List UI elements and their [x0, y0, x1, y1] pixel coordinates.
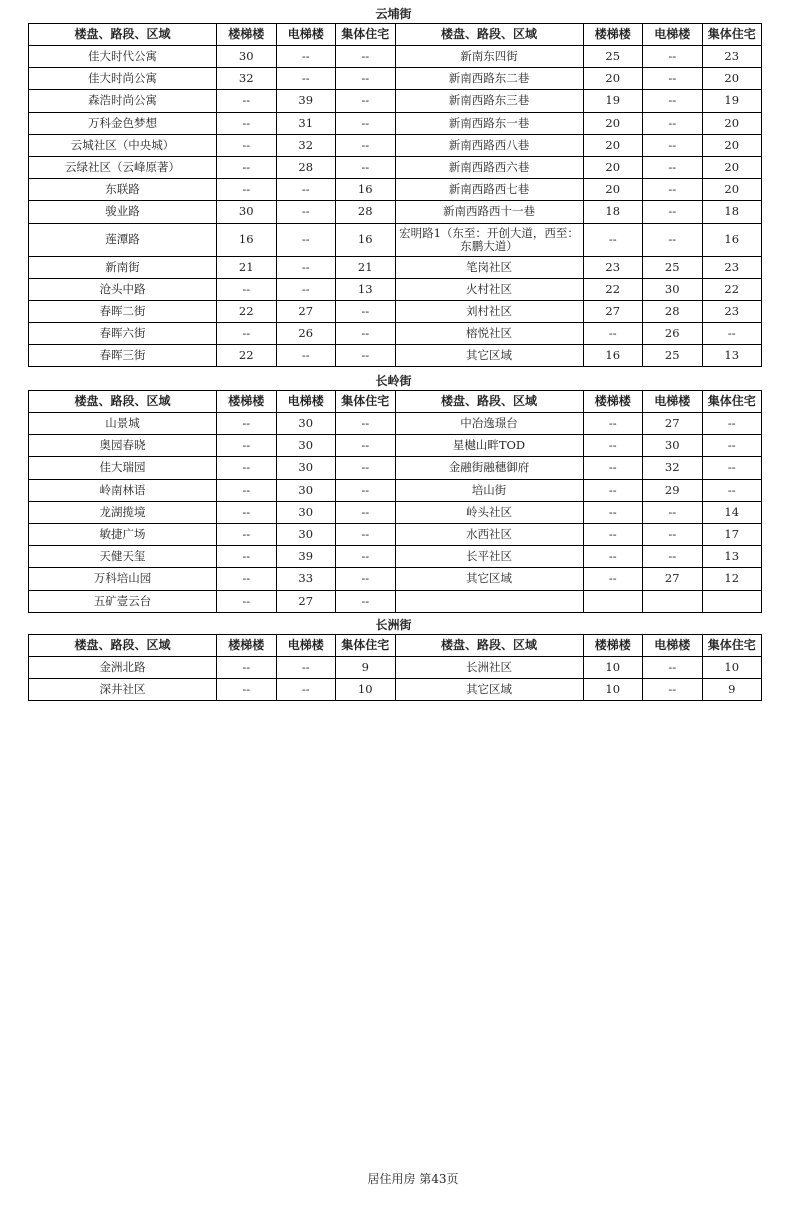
- value-cell: 12: [702, 568, 762, 590]
- value-cell: 23: [702, 300, 762, 322]
- value-cell: 21: [336, 256, 396, 278]
- column-header: 楼梯楼: [217, 635, 277, 657]
- value-cell: --: [217, 479, 277, 501]
- value-cell: 30: [276, 435, 336, 457]
- table-row: [29, 46, 762, 68]
- value-cell: 30: [643, 435, 703, 457]
- value-cell: --: [643, 657, 703, 679]
- value-cell: 28: [643, 300, 703, 322]
- value-cell: --: [702, 457, 762, 479]
- value-cell: [702, 590, 762, 612]
- location-cell: 新南西路东三巷: [395, 90, 583, 112]
- value-cell: 32: [276, 134, 336, 156]
- table-row: [29, 179, 762, 201]
- location-cell: 深井社区: [29, 679, 217, 701]
- column-header: 集体住宅: [336, 391, 396, 413]
- value-cell: --: [583, 479, 643, 501]
- value-cell: 20: [583, 156, 643, 178]
- value-cell: --: [336, 300, 396, 322]
- column-header: 楼梯楼: [583, 635, 643, 657]
- value-cell: --: [276, 345, 336, 367]
- table-row: [29, 223, 762, 256]
- value-cell: --: [217, 413, 277, 435]
- column-header: 楼梯楼: [217, 24, 277, 46]
- column-header: 集体住宅: [702, 635, 762, 657]
- value-cell: --: [217, 568, 277, 590]
- value-cell: --: [217, 179, 277, 201]
- table-row: [29, 523, 762, 545]
- value-cell: 32: [643, 457, 703, 479]
- location-cell: 培山街: [395, 479, 583, 501]
- value-cell: 20: [702, 179, 762, 201]
- location-cell: 云绿社区（云峰原著）: [29, 156, 217, 178]
- value-cell: --: [217, 457, 277, 479]
- value-cell: 20: [583, 134, 643, 156]
- value-cell: --: [276, 179, 336, 201]
- column-header: 电梯楼: [643, 635, 703, 657]
- value-cell: --: [583, 435, 643, 457]
- value-cell: 26: [643, 323, 703, 345]
- section-title-changling: 长岭街: [375, 374, 412, 388]
- column-header: 楼梯楼: [583, 391, 643, 413]
- value-cell: 20: [702, 134, 762, 156]
- table-row: [29, 435, 762, 457]
- value-cell: 14: [702, 501, 762, 523]
- value-cell: 30: [276, 457, 336, 479]
- value-cell: [643, 590, 703, 612]
- value-cell: --: [643, 523, 703, 545]
- value-cell: --: [336, 457, 396, 479]
- value-cell: --: [336, 112, 396, 134]
- location-cell: 其它区域: [395, 345, 583, 367]
- value-cell: 22: [217, 300, 277, 322]
- value-cell: 9: [702, 679, 762, 701]
- value-cell: --: [643, 201, 703, 223]
- location-cell: 莲潭路: [29, 223, 217, 256]
- table-row: [29, 156, 762, 178]
- value-cell: 27: [583, 300, 643, 322]
- value-cell: 9: [336, 657, 396, 679]
- value-cell: 18: [702, 201, 762, 223]
- value-cell: 26: [276, 323, 336, 345]
- table-row: [29, 679, 762, 701]
- value-cell: --: [583, 523, 643, 545]
- value-cell: 30: [217, 46, 277, 68]
- value-cell: --: [643, 68, 703, 90]
- section-title-yunpu: 云埔街: [375, 7, 412, 21]
- value-cell: 10: [336, 679, 396, 701]
- value-cell: --: [643, 679, 703, 701]
- section-title-changzhou: 长洲街: [375, 618, 412, 632]
- column-header: 电梯楼: [276, 391, 336, 413]
- location-cell: 新南街: [29, 256, 217, 278]
- value-cell: --: [583, 323, 643, 345]
- value-cell: 10: [702, 657, 762, 679]
- value-cell: 23: [702, 256, 762, 278]
- value-cell: 21: [217, 256, 277, 278]
- column-header: 电梯楼: [276, 24, 336, 46]
- value-cell: --: [643, 90, 703, 112]
- table-row: [29, 501, 762, 523]
- table-row: [29, 300, 762, 322]
- value-cell: 32: [217, 68, 277, 90]
- table-changling: [28, 390, 762, 613]
- value-cell: 20: [583, 179, 643, 201]
- value-cell: 30: [276, 523, 336, 545]
- value-cell: --: [583, 501, 643, 523]
- table-row: [29, 546, 762, 568]
- location-cell: 金洲北路: [29, 657, 217, 679]
- value-cell: --: [702, 413, 762, 435]
- value-cell: 27: [643, 568, 703, 590]
- value-cell: 27: [276, 590, 336, 612]
- value-cell: --: [217, 323, 277, 345]
- value-cell: --: [276, 256, 336, 278]
- location-cell: 新南西路西七巷: [395, 179, 583, 201]
- location-cell: 春晖六街: [29, 323, 217, 345]
- location-cell: 骏业路: [29, 201, 217, 223]
- value-cell: --: [336, 590, 396, 612]
- column-header: 楼盘、路段、区域: [395, 24, 583, 46]
- table-row: [29, 323, 762, 345]
- location-cell: 长平社区: [395, 546, 583, 568]
- location-cell: 佳大时代公寓: [29, 46, 217, 68]
- location-cell: 刘村社区: [395, 300, 583, 322]
- value-cell: --: [217, 134, 277, 156]
- value-cell: 16: [583, 345, 643, 367]
- column-header: 楼梯楼: [583, 24, 643, 46]
- value-cell: --: [643, 179, 703, 201]
- column-header: 楼梯楼: [217, 391, 277, 413]
- value-cell: --: [643, 156, 703, 178]
- location-cell: 五矿壹云台: [29, 590, 217, 612]
- value-cell: 23: [702, 46, 762, 68]
- value-cell: 22: [217, 345, 277, 367]
- value-cell: 18: [583, 201, 643, 223]
- value-cell: 39: [276, 90, 336, 112]
- table-row: [29, 90, 762, 112]
- value-cell: --: [336, 46, 396, 68]
- value-cell: --: [702, 435, 762, 457]
- value-cell: --: [217, 278, 277, 300]
- value-cell: 13: [702, 546, 762, 568]
- page-footer: 居住用房 第43页: [367, 1172, 459, 1186]
- column-header: 楼盘、路段、区域: [395, 635, 583, 657]
- location-cell: 佳大时尚公寓: [29, 68, 217, 90]
- value-cell: --: [276, 679, 336, 701]
- location-cell: 春晖二街: [29, 300, 217, 322]
- location-cell: 万科金色梦想: [29, 112, 217, 134]
- value-cell: 16: [336, 223, 396, 256]
- value-cell: 25: [643, 345, 703, 367]
- header-row: [29, 391, 762, 413]
- value-cell: 30: [276, 479, 336, 501]
- value-cell: --: [336, 90, 396, 112]
- location-cell: 新南西路西十一巷: [395, 201, 583, 223]
- location-cell: 敏捷广场: [29, 523, 217, 545]
- value-cell: --: [336, 156, 396, 178]
- value-cell: --: [276, 46, 336, 68]
- location-cell: 星樾山畔TOD: [395, 435, 583, 457]
- value-cell: 27: [276, 300, 336, 322]
- location-cell: 天健天玺: [29, 546, 217, 568]
- value-cell: --: [276, 657, 336, 679]
- column-header: 电梯楼: [276, 635, 336, 657]
- value-cell: --: [702, 479, 762, 501]
- value-cell: --: [217, 112, 277, 134]
- value-cell: 30: [643, 278, 703, 300]
- location-cell: 长洲社区: [395, 657, 583, 679]
- location-cell: 龙湖揽境: [29, 501, 217, 523]
- value-cell: 28: [276, 156, 336, 178]
- column-header: 楼盘、路段、区域: [395, 391, 583, 413]
- value-cell: --: [217, 90, 277, 112]
- table-row: [29, 278, 762, 300]
- value-cell: 27: [643, 413, 703, 435]
- location-cell: 新南西路东一巷: [395, 112, 583, 134]
- location-cell: 森浩时尚公寓: [29, 90, 217, 112]
- value-cell: 22: [583, 278, 643, 300]
- table-row: [29, 112, 762, 134]
- value-cell: --: [336, 501, 396, 523]
- value-cell: --: [336, 546, 396, 568]
- location-cell: 山景城: [29, 413, 217, 435]
- column-header: 集体住宅: [336, 635, 396, 657]
- value-cell: --: [702, 323, 762, 345]
- value-cell: [583, 590, 643, 612]
- table-row: [29, 479, 762, 501]
- value-cell: --: [643, 546, 703, 568]
- location-cell: 佳大瑞园: [29, 457, 217, 479]
- value-cell: --: [276, 223, 336, 256]
- value-cell: 20: [702, 156, 762, 178]
- value-cell: 20: [702, 112, 762, 134]
- value-cell: --: [643, 501, 703, 523]
- table-row: [29, 568, 762, 590]
- table-changzhou: [28, 634, 762, 701]
- header-row: [29, 635, 762, 657]
- value-cell: 22: [702, 278, 762, 300]
- column-header: 楼盘、路段、区域: [29, 391, 217, 413]
- location-cell: 万科培山园: [29, 568, 217, 590]
- location-cell: 金融街融穗御府: [395, 457, 583, 479]
- table-row: [29, 413, 762, 435]
- value-cell: 20: [702, 68, 762, 90]
- value-cell: --: [336, 345, 396, 367]
- value-cell: --: [643, 112, 703, 134]
- column-header: 楼盘、路段、区域: [29, 635, 217, 657]
- value-cell: 16: [336, 179, 396, 201]
- location-cell: 水西社区: [395, 523, 583, 545]
- table-row: [29, 68, 762, 90]
- value-cell: 20: [583, 68, 643, 90]
- value-cell: --: [217, 523, 277, 545]
- value-cell: --: [276, 278, 336, 300]
- column-header: 电梯楼: [643, 391, 703, 413]
- location-cell: 火村社区: [395, 278, 583, 300]
- column-header: 电梯楼: [643, 24, 703, 46]
- location-cell: 东联路: [29, 179, 217, 201]
- value-cell: 13: [702, 345, 762, 367]
- value-cell: 39: [276, 546, 336, 568]
- value-cell: 19: [583, 90, 643, 112]
- value-cell: --: [643, 134, 703, 156]
- location-cell: 新南东四街: [395, 46, 583, 68]
- location-cell: 其它区域: [395, 679, 583, 701]
- header-row: [29, 24, 762, 46]
- location-cell: 其它区域: [395, 568, 583, 590]
- column-header: 楼盘、路段、区域: [29, 24, 217, 46]
- location-cell: 笔岗社区: [395, 256, 583, 278]
- table-row: [29, 134, 762, 156]
- column-header: 集体住宅: [702, 24, 762, 46]
- value-cell: --: [336, 568, 396, 590]
- value-cell: --: [336, 479, 396, 501]
- value-cell: 29: [643, 479, 703, 501]
- value-cell: --: [643, 46, 703, 68]
- value-cell: 10: [583, 657, 643, 679]
- value-cell: --: [217, 501, 277, 523]
- value-cell: 33: [276, 568, 336, 590]
- value-cell: --: [583, 568, 643, 590]
- column-header: 集体住宅: [702, 391, 762, 413]
- value-cell: --: [643, 223, 703, 256]
- value-cell: 16: [217, 223, 277, 256]
- table-row: [29, 256, 762, 278]
- location-cell: 岭头社区: [395, 501, 583, 523]
- value-cell: 20: [583, 112, 643, 134]
- value-cell: --: [583, 223, 643, 256]
- value-cell: --: [336, 435, 396, 457]
- table-row: [29, 657, 762, 679]
- table-row: [29, 345, 762, 367]
- value-cell: 31: [276, 112, 336, 134]
- value-cell: --: [217, 435, 277, 457]
- location-cell: 宏明路1（东至：开创大道，西至：东鹏大道）: [395, 223, 583, 256]
- value-cell: 13: [336, 278, 396, 300]
- table-row: [29, 590, 762, 612]
- value-cell: --: [336, 134, 396, 156]
- value-cell: 30: [217, 201, 277, 223]
- location-cell: 沧头中路: [29, 278, 217, 300]
- location-cell: 中冶逸璟台: [395, 413, 583, 435]
- value-cell: --: [583, 457, 643, 479]
- location-cell: 春晖三街: [29, 345, 217, 367]
- table-row: [29, 457, 762, 479]
- table-row: [29, 201, 762, 223]
- location-cell: [395, 590, 583, 612]
- value-cell: 10: [583, 679, 643, 701]
- value-cell: --: [217, 546, 277, 568]
- value-cell: --: [336, 523, 396, 545]
- value-cell: 17: [702, 523, 762, 545]
- value-cell: 30: [276, 501, 336, 523]
- value-cell: --: [217, 679, 277, 701]
- value-cell: --: [276, 201, 336, 223]
- value-cell: --: [217, 590, 277, 612]
- value-cell: 28: [336, 201, 396, 223]
- location-cell: 岭南林语: [29, 479, 217, 501]
- location-cell: 榕悦社区: [395, 323, 583, 345]
- value-cell: --: [336, 323, 396, 345]
- table-yunpu: [28, 23, 762, 367]
- value-cell: 16: [702, 223, 762, 256]
- value-cell: --: [583, 546, 643, 568]
- column-header: 集体住宅: [336, 24, 396, 46]
- value-cell: 25: [643, 256, 703, 278]
- value-cell: --: [336, 68, 396, 90]
- value-cell: --: [217, 657, 277, 679]
- value-cell: --: [583, 413, 643, 435]
- location-cell: 新南西路东二巷: [395, 68, 583, 90]
- location-cell: 云城社区（中央城）: [29, 134, 217, 156]
- location-cell: 新南西路西八巷: [395, 134, 583, 156]
- value-cell: 19: [702, 90, 762, 112]
- location-cell: 新南西路西六巷: [395, 156, 583, 178]
- value-cell: 30: [276, 413, 336, 435]
- value-cell: 25: [583, 46, 643, 68]
- value-cell: 23: [583, 256, 643, 278]
- location-cell: 奥园春晓: [29, 435, 217, 457]
- value-cell: --: [336, 413, 396, 435]
- value-cell: --: [217, 156, 277, 178]
- value-cell: --: [276, 68, 336, 90]
